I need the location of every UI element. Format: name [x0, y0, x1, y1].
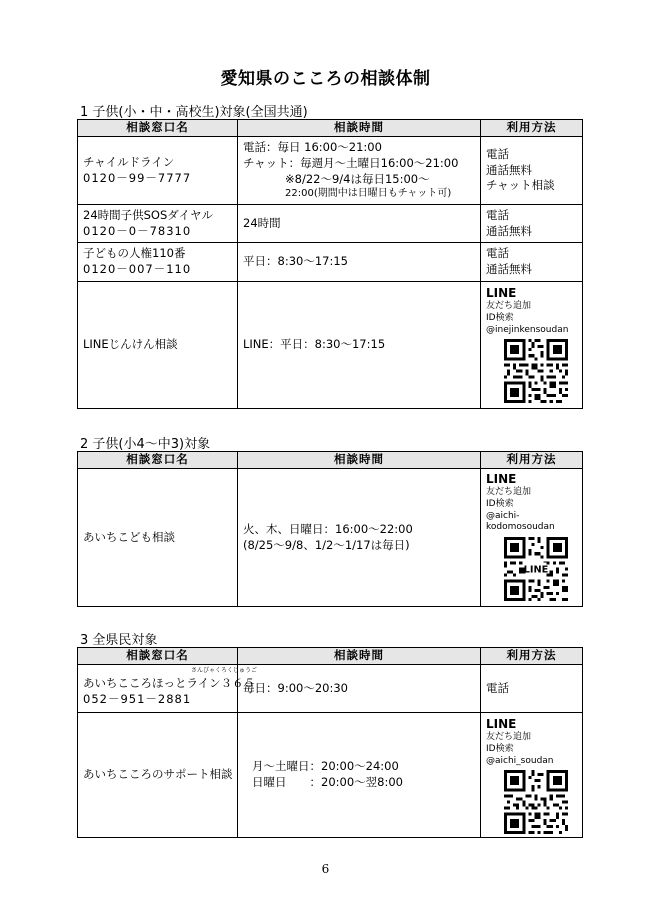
section-1-table	[77, 119, 583, 409]
hours-line: 月～土曜日：20:00～24:00	[252, 759, 399, 774]
window-name: あいちこころほっとライン３６５ さんびゃくろくじゅうご	[83, 666, 258, 690]
hours-line: 日曜日 ：20:00～翌8:00	[252, 775, 403, 789]
header-method: 利用方法	[481, 648, 583, 665]
table-row	[78, 205, 583, 243]
line-id: @aichi-kodomosoudan	[486, 510, 555, 533]
section-2-table	[77, 451, 583, 607]
header-hours: 相談時間	[238, 120, 481, 137]
header-window: 相談窓口名	[78, 452, 238, 469]
section-3-table	[77, 647, 583, 838]
line-logo: LINE	[486, 717, 517, 731]
hours-line: 平日：8:30～17:15	[243, 254, 348, 269]
method-line: 通話無料	[486, 262, 532, 276]
hours-line: 24時間	[243, 215, 281, 230]
line-logo: LINE	[486, 472, 517, 486]
header-window: 相談窓口名	[78, 648, 238, 665]
window-name: チャイルドライン	[83, 154, 175, 169]
line-id: @aichi_soudan	[486, 755, 554, 766]
hours-line: ※8/22～9/4は毎日15:00～	[285, 171, 430, 186]
line-id-label: ID検索	[486, 743, 514, 754]
table-row	[78, 713, 583, 838]
hours-line: チャット：毎週月～土曜日16:00～21:00	[243, 155, 459, 170]
method-line: チャット相談	[486, 178, 555, 193]
page-number: 6	[321, 862, 330, 876]
section-3-heading: 3 全県民対象	[80, 633, 158, 648]
hours-line: 22:00(期間中は日曜日もチャット可)	[285, 188, 452, 200]
hours-line: 火、木、日曜日：16:00～22:00	[243, 521, 413, 536]
line-id-label: ID検索	[486, 498, 514, 509]
table-row	[78, 469, 583, 607]
window-name: あいちこども相談	[83, 529, 175, 544]
line-id-label: ID検索	[486, 312, 514, 323]
line-friend-label: 友だち追加	[486, 301, 532, 312]
phone-number: 052－951－2881	[83, 691, 192, 706]
section-2-heading: 2 子供(小4～中3)対象	[80, 437, 211, 452]
header-method: 利用方法	[481, 120, 583, 137]
page-title: 愛知県のこころの相談体制	[220, 69, 431, 89]
window-name: 子どもの人権110番	[83, 246, 186, 261]
window-name: 24時間子供SOSダイヤル	[83, 207, 213, 222]
method-line: 電話	[486, 147, 509, 162]
line-friend-label: 友だち追加	[486, 732, 532, 743]
method-line: 電話	[486, 680, 509, 695]
window-name: あいちこころのサポート相談	[83, 767, 233, 782]
line-logo: LINE	[486, 286, 517, 300]
section-1-heading: 1 子供(小・中・高校生)対象(全国共通)	[80, 105, 308, 120]
ruby-annotation: さんびゃくろくじゅうご	[191, 666, 258, 674]
line-id: @inejinkensoudan	[486, 324, 569, 335]
table-row	[78, 665, 583, 713]
hours-line: 電話：毎日 16:00～21:00	[243, 140, 382, 155]
qr-code-icon[interactable]	[504, 537, 568, 601]
hours-line: 毎日：9:00～20:30	[243, 680, 348, 695]
hours-line: LINE：平日：8:30～17:15	[243, 337, 386, 352]
phone-number: 0120－0－78310	[83, 223, 192, 238]
table-row	[78, 137, 583, 205]
method-line: 電話	[486, 207, 509, 222]
header-hours: 相談時間	[238, 648, 481, 665]
header-method: 利用方法	[481, 452, 583, 469]
phone-number: 0120－007－110	[83, 262, 192, 276]
line-friend-label: 友だち追加	[486, 487, 532, 498]
method-line: 通話無料	[486, 162, 532, 177]
window-name: LINEじんけん相談	[83, 337, 178, 352]
qr-code-icon[interactable]	[504, 770, 568, 834]
header-hours: 相談時間	[238, 452, 481, 469]
hours-line: (8/25～9/8、1/2～1/17は毎日)	[243, 537, 410, 552]
svg-text:LINE: LINE	[523, 564, 549, 576]
table-row	[78, 243, 583, 282]
qr-code-icon[interactable]	[504, 339, 568, 403]
phone-number: 0120－99－7777	[83, 170, 192, 185]
method-line: 通話無料	[486, 223, 532, 238]
header-window: 相談窓口名	[78, 120, 238, 137]
table-row	[78, 282, 583, 409]
method-line: 電話	[486, 246, 509, 261]
